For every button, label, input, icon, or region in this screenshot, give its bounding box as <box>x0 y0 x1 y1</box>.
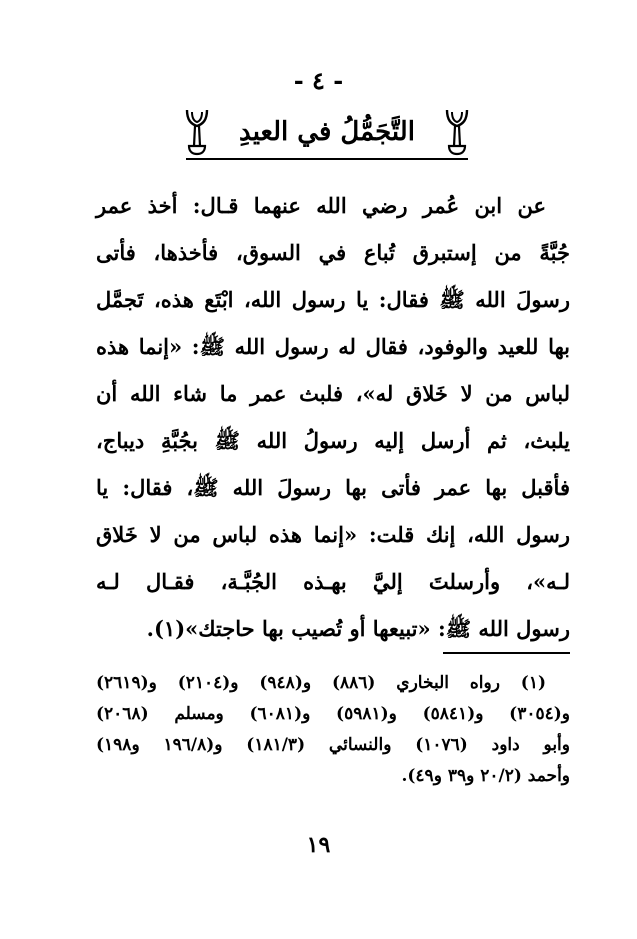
footnote-line: وأحمد (٢٠/٢ و٣٩ و٤٩). <box>401 766 570 786</box>
text-line: لباس من لا خَلاق له»، فلبث عمر ما شاء الله أن <box>96 381 570 406</box>
text-line: بها للعيد والوفود، فقال له رسول الله ﷺ: «إنما هذه <box>96 334 570 359</box>
text-line: رسول الله ﷺ: «تبيعها أو تُصيب بها حاجتك»(١). <box>146 616 570 641</box>
footnote-divider <box>443 652 570 654</box>
text-line: يلبث، ثم أرسل إليه رسولُ الله ﷺ بجُبَّةِ ديباج، <box>96 428 570 453</box>
title-underline <box>186 158 468 160</box>
footnotes <box>96 668 570 792</box>
text-line: رسول الله، إنك قلت: «إنما هذه لباس من لا خَلاق <box>96 522 570 547</box>
text-line: فأقبل بها عمر فأتى بها رسولَ الله ﷺ، فقال: يا <box>96 475 570 500</box>
text-line: عن ابن عُمر رضي الله عنهما قـال: أخذ عمر <box>96 193 546 218</box>
lotus-ornament-icon <box>182 108 212 156</box>
chapter-heading <box>182 104 472 160</box>
chapter-title: التَّجَمُّلُ في العيدِ <box>239 117 415 147</box>
text-line: لـه»، وأرسلتَ إليَّ بهـذه الجُبَّـة، فقـال لـه <box>96 569 570 594</box>
footnote-line: (١) رواه البخاري (٨٨٦) و(٩٤٨) و(٢١٠٤) و(٢٦١٩) <box>96 673 546 693</box>
text-line: رسولَ الله ﷺ فقال: يا رسول الله، ابْتَع هذه، تَجمَّل <box>96 287 570 312</box>
page-number: ١٩ <box>306 832 331 858</box>
chapter-number: - ٤ - <box>293 66 344 95</box>
text-line: جُبَّةً من إستبرق تُباع في السوق، فأخذها، فأتى <box>96 240 570 265</box>
footnote-line: و(٣٠٥٤) و(٥٨٤١) و(٥٩٨١) و(٦٠٨١) ومسلم (٢٠٦٨) <box>96 704 571 724</box>
lotus-ornament-icon <box>442 108 472 156</box>
hadith-text <box>96 182 570 652</box>
footnote-line: وأبو داود (١٠٧٦) والنسائي (١٨١/٣) و(١٩٦/٨ و١٩٨) <box>96 735 570 755</box>
